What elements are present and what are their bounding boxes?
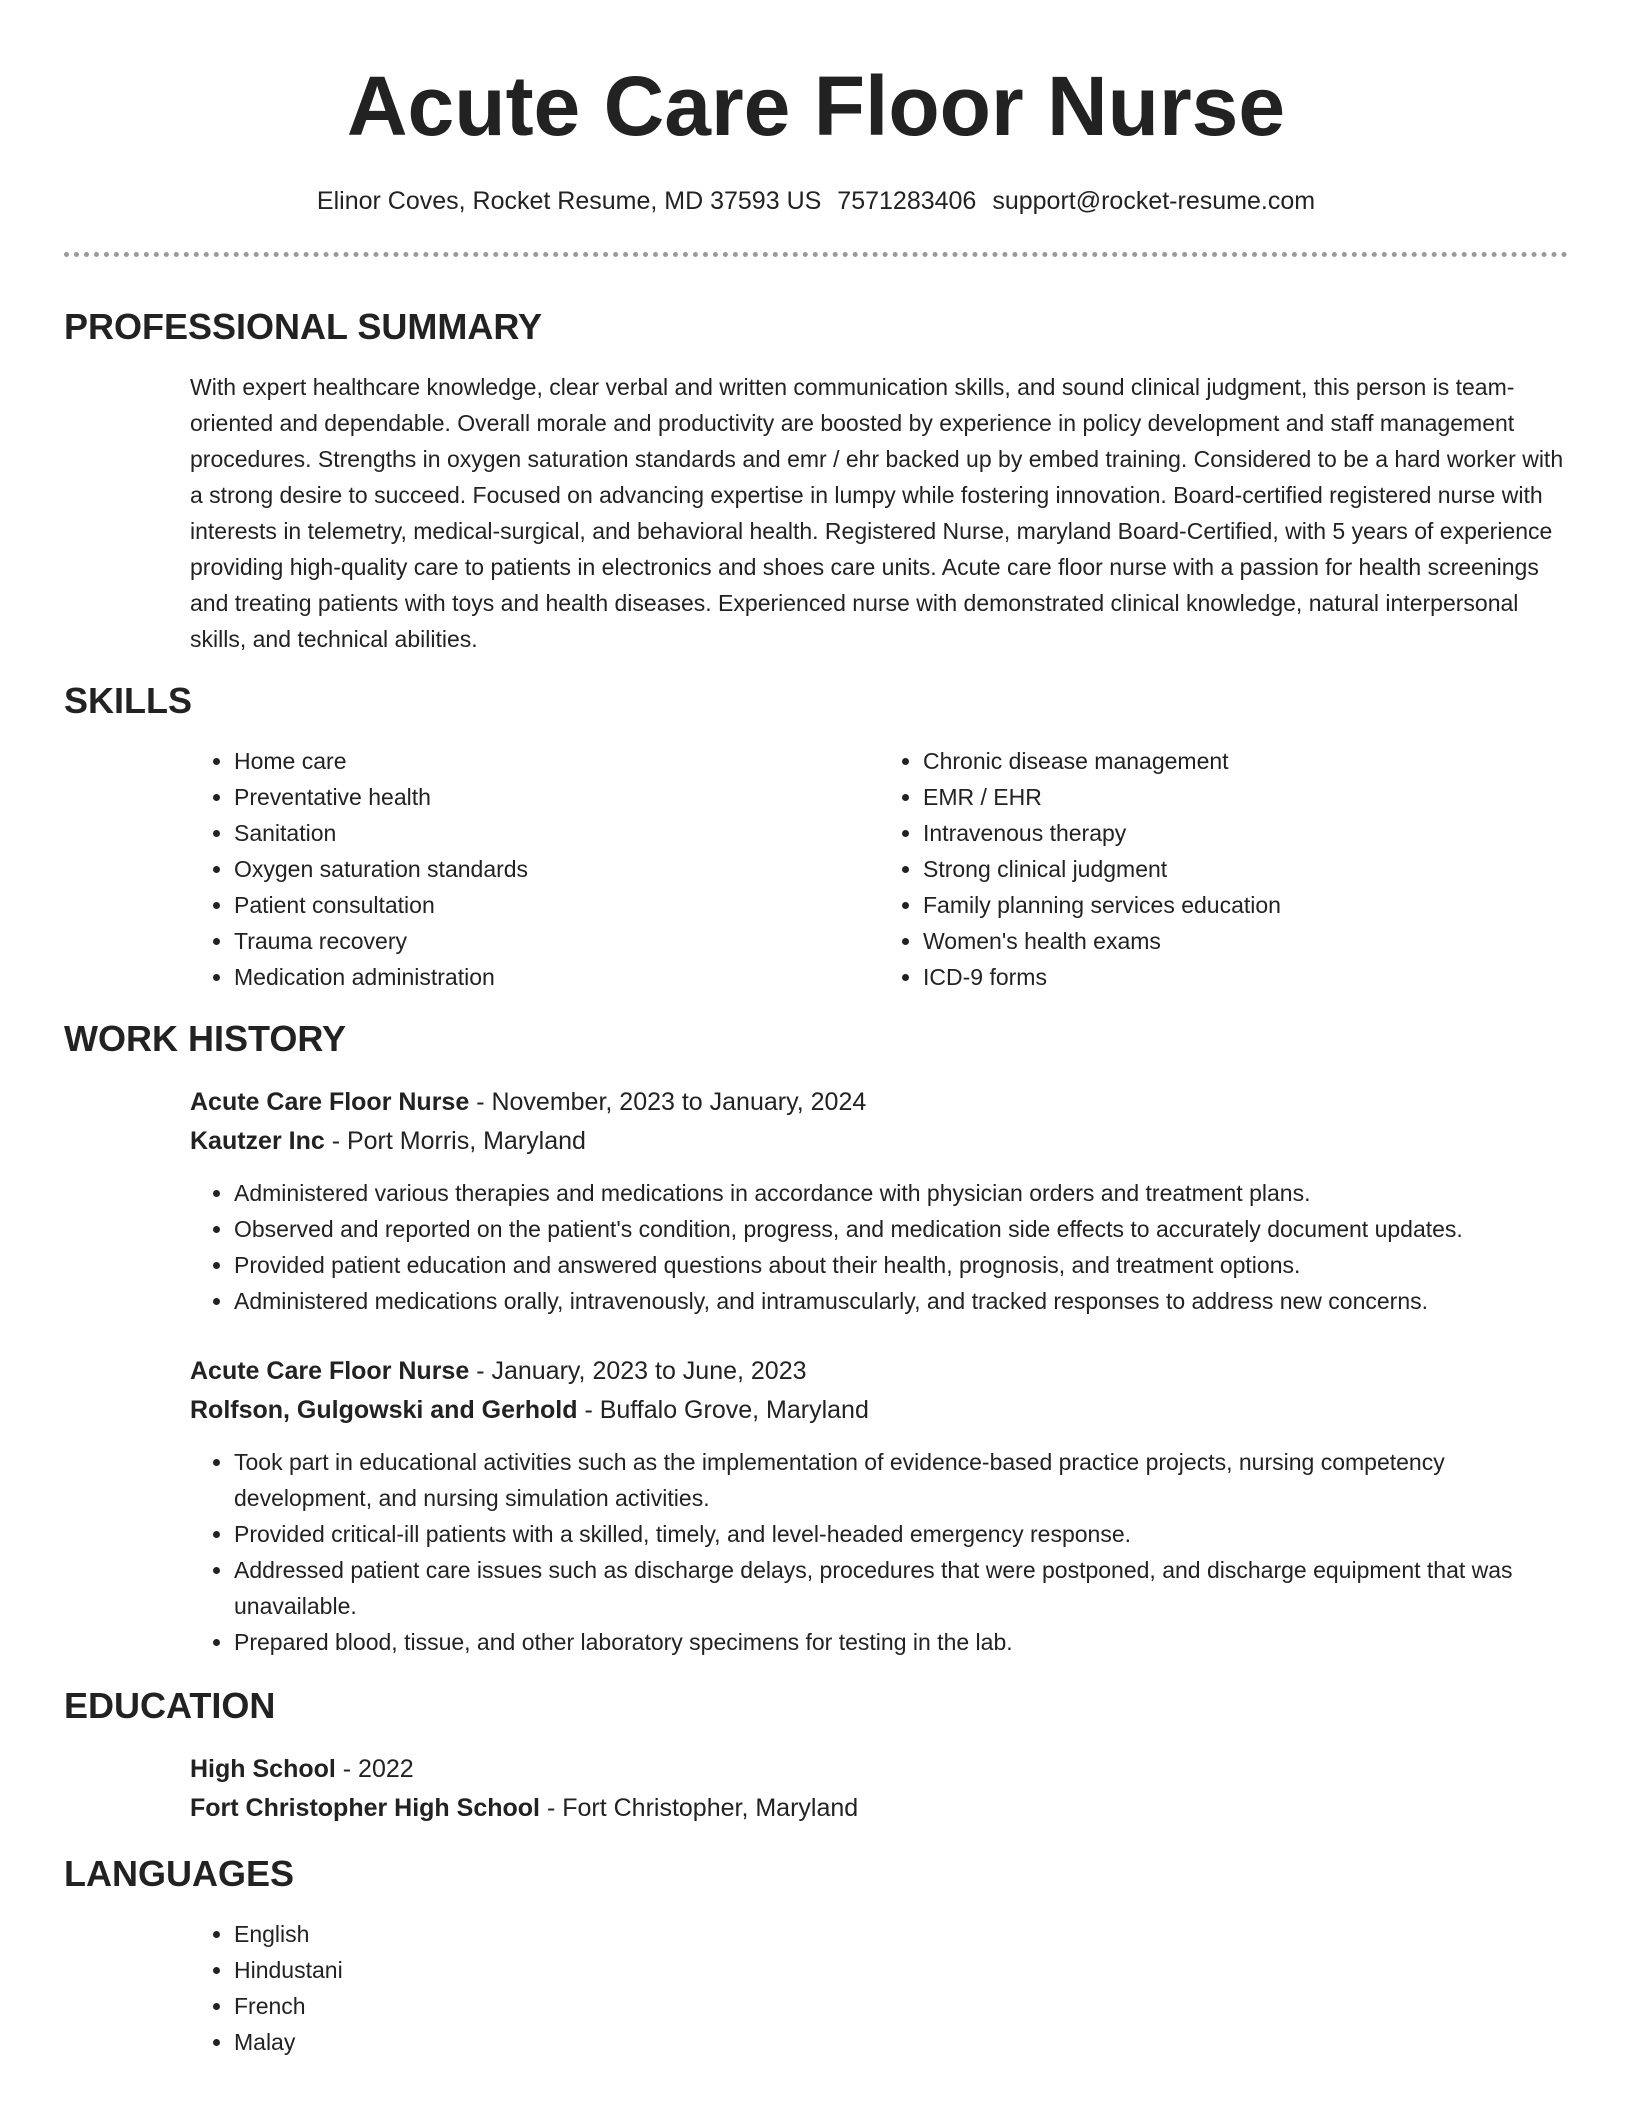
header-divider bbox=[64, 252, 1568, 257]
contact-line bbox=[64, 184, 1568, 218]
skill-item: • Trauma recovery bbox=[234, 923, 879, 959]
contact-email: support@rocket-resume.com bbox=[992, 187, 1316, 215]
skill-item: • Home care bbox=[234, 743, 879, 779]
skill-item: • Women's health exams bbox=[923, 923, 1568, 959]
job-entry bbox=[190, 1352, 1568, 1660]
skills-list-left bbox=[190, 743, 879, 995]
job-duty: • Administered various therapies and medications in accordance with physician orders and treatment plans. bbox=[234, 1175, 1568, 1211]
job-duty: • Prepared blood, tissue, and other laboratory specimens for testing in the lab. bbox=[234, 1624, 1568, 1660]
language-item: • French bbox=[234, 1988, 1568, 2024]
skills-heading: SKILLS bbox=[64, 680, 193, 721]
education-section bbox=[190, 1750, 1568, 1828]
language-item: • Malay bbox=[234, 2024, 1568, 2060]
summary-text: With expert healthcare knowledge, clear verbal and written communication skills, and sound clinical judgment, this person is team-oriented and dependable. Overall morale and productivity are boosted by experience in policy development and staff management procedures. Strengths in oxygen saturation standards and emr / ehr backed up by embed training. Considered to be a hard worker with a strong desire to succeed. Focused on advancing expertise in lumpy while fostering innovation. Board-certified registered nurse with interests in telemetry, medical-surgical, and behavioral health. Registered Nurse, maryland Board-Certified, with 5 years of experience providing high-quality care to patients in electronics and shoes care units. Acute care floor nurse with a passion for health screenings and treating patients with toys and health diseases. Experienced nurse with demonstrated clinical knowledge, natural interpersonal skills, and technical abilities. bbox=[190, 374, 1564, 652]
job-title-line bbox=[190, 1083, 1568, 1122]
skill-item: • Medication administration bbox=[234, 959, 879, 995]
job-role: Acute Care Floor Nurse bbox=[190, 1088, 470, 1116]
job-duties bbox=[190, 1444, 1568, 1660]
language-item: • Hindustani bbox=[234, 1952, 1568, 1988]
job-role: Acute Care Floor Nurse bbox=[190, 1357, 470, 1385]
education-year: - 2022 bbox=[335, 1755, 414, 1783]
languages-heading: LANGUAGES bbox=[64, 1853, 295, 1894]
skill-item: • ICD-9 forms bbox=[923, 959, 1568, 995]
languages-section bbox=[190, 1916, 1568, 2060]
job-entry bbox=[190, 1083, 1568, 1319]
skill-item: • Strong clinical judgment bbox=[923, 851, 1568, 887]
job-duties bbox=[190, 1175, 1568, 1319]
language-item: • English bbox=[234, 1916, 1568, 1952]
job-company-line bbox=[190, 1391, 1568, 1430]
job-company: Kautzer Inc bbox=[190, 1127, 325, 1155]
resume-name: Acute Care Floor Nurse bbox=[346, 59, 1286, 153]
job-duty: • Addressed patient care issues such as discharge delays, procedures that were postponed, and discharge equipment that was unavailable. bbox=[234, 1552, 1568, 1624]
job-duty: • Provided patient education and answered questions about their health, prognosis, and treatment options. bbox=[234, 1247, 1568, 1283]
job-location: - Port Morris, Maryland bbox=[324, 1127, 586, 1155]
education-school: Fort Christopher High School bbox=[190, 1794, 540, 1822]
skill-item: • Sanitation bbox=[234, 815, 879, 851]
skill-item: • Chronic disease management bbox=[923, 743, 1568, 779]
job-company-line bbox=[190, 1122, 1568, 1161]
skill-item: • Oxygen saturation standards bbox=[234, 851, 879, 887]
skills-section bbox=[190, 743, 1568, 995]
skill-item: • Intravenous therapy bbox=[923, 815, 1568, 851]
education-location: - Fort Christopher, Maryland bbox=[540, 1794, 859, 1822]
skill-item: • Patient consultation bbox=[234, 887, 879, 923]
resume-page bbox=[64, 0, 1568, 2060]
job-location: - Buffalo Grove, Maryland bbox=[577, 1396, 869, 1424]
education-degree-line bbox=[190, 1750, 1568, 1789]
job-duty: • Observed and reported on the patient's condition, progress, and medication side effects to accurately document updates. bbox=[234, 1211, 1568, 1247]
job-company: Rolfson, Gulgowski and Gerhold bbox=[190, 1396, 578, 1424]
contact-phone: 7571283406 bbox=[837, 187, 977, 215]
skills-list-right bbox=[879, 743, 1568, 995]
languages-list bbox=[190, 1916, 1568, 2060]
skill-item: • Family planning services education bbox=[923, 887, 1568, 923]
summary-heading: PROFESSIONAL SUMMARY bbox=[64, 306, 543, 347]
work-heading: WORK HISTORY bbox=[64, 1018, 347, 1059]
job-duty: • Took part in educational activities such as the implementation of evidence-based practice projects, nursing competency development, and nursing simulation activities. bbox=[234, 1444, 1568, 1516]
education-degree: High School bbox=[190, 1755, 336, 1783]
summary-section bbox=[190, 369, 1568, 657]
job-title-line bbox=[190, 1352, 1568, 1391]
job-dates: - January, 2023 to June, 2023 bbox=[469, 1357, 807, 1385]
job-dates: - November, 2023 to January, 2024 bbox=[469, 1088, 867, 1116]
job-duty: • Provided critical-ill patients with a skilled, timely, and level-headed emergency response. bbox=[234, 1516, 1568, 1552]
education-school-line bbox=[190, 1789, 1568, 1828]
skill-item: • EMR / EHR bbox=[923, 779, 1568, 815]
skill-item: • Preventative health bbox=[234, 779, 879, 815]
education-heading: EDUCATION bbox=[64, 1685, 276, 1726]
job-duty: • Administered medications orally, intravenously, and intramuscularly, and tracked responses to address new concerns. bbox=[234, 1283, 1568, 1319]
contact-address: Elinor Coves, Rocket Resume, MD 37593 US bbox=[316, 187, 822, 215]
work-section bbox=[190, 1083, 1568, 1660]
